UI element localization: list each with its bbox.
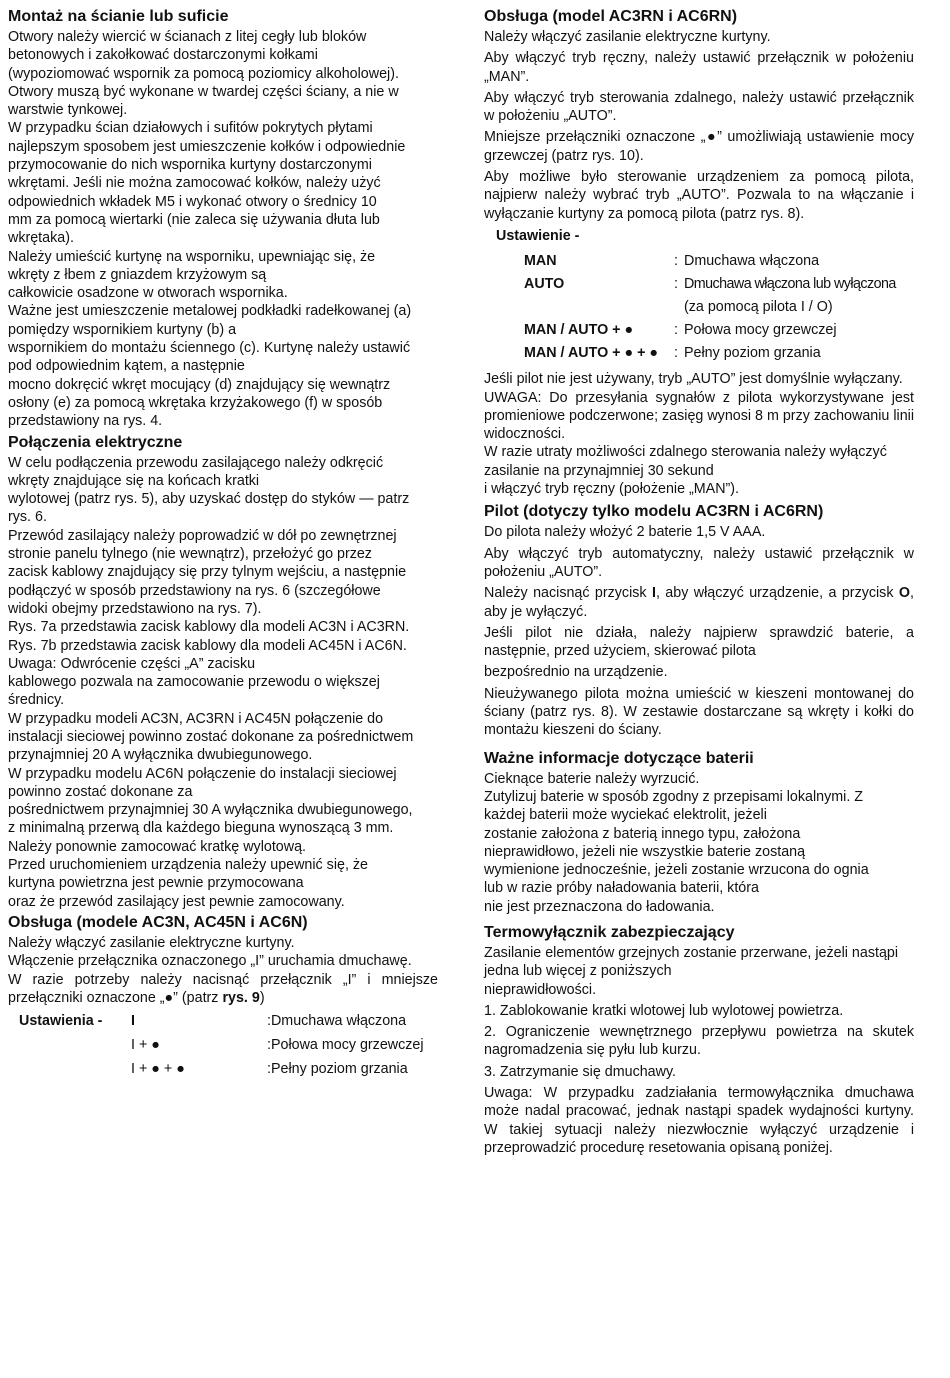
- text-line: osłony (e) za pomocą wkrętaka krzyżakowego (f) w sposób: [8, 394, 383, 411]
- text-line: każdej baterii może wyciekać elektrolit, jeżeli: [484, 807, 767, 824]
- text-line: oraz że przewód zasilający jest pewnie zamocowany.: [8, 893, 345, 910]
- text-line: Przewód zasilający należy poprowadzić w dół po zewnętrznej: [8, 527, 397, 544]
- text-line: W celu podłączenia przewodu zasilającego należy odkręcić: [8, 454, 384, 471]
- text-line: Cieknące baterie należy wyrzucić.: [484, 770, 700, 787]
- text-line: instalacji sieciowej powinno zostać dokonane za pośrednictwem: [8, 728, 414, 745]
- text-line: całkowicie osadzone w otworach wspornika.: [8, 285, 288, 302]
- text-line: pomiędzy wspornikiem kurtyny (b) a: [8, 321, 237, 338]
- operation-ac3n-text: [8, 934, 438, 1007]
- settings-label: Ustawienie -: [496, 227, 580, 244]
- setting-value: Dmuchawa włączona lub wyłączona: [684, 275, 896, 292]
- paragraph: Należy włączyć zasilanie elektryczne kurtyny.: [484, 29, 771, 45]
- setting-value: :Połowa mocy grzewczej: [267, 1037, 424, 1054]
- text-line: mm za pomocą wiertarki (nie zaleca się używania dłuta lub: [8, 211, 380, 228]
- separator: :: [674, 275, 678, 292]
- settings-row: [484, 249, 914, 272]
- paragraph: Aby możliwe było sterowanie urządzeniem za pomocą pilota, najpierw należy wybrać tryb „AUTO”. Pozwala to na włączanie i wyłączanie kurtyny za pomocą pilota (patrz rys. 8).: [484, 169, 914, 222]
- paragraph: W razie utraty możliwości zdalnego sterowania należy wyłączyć zasilanie na przynajmniej 30 sekund: [484, 444, 887, 479]
- text-line: (wypoziomować wspornik za pomocą poziomicy alkoholowej).: [8, 65, 399, 82]
- text-line: mocno dokręcić wkręt mocujący (d) znajdujący się wewnątrz: [8, 376, 391, 393]
- text-line: [8, 989, 438, 1007]
- section-title-operation-ac3rn: Obsługa (model AC3RN i AC6RN): [484, 8, 738, 25]
- settings-table-ac3rn: [484, 227, 914, 364]
- button-symbol: O: [898, 585, 911, 602]
- text-line: Ważne jest umieszczenie metalowej podkładki radełkowanej (a): [8, 303, 412, 320]
- text-line: pośrednictwem przynajmniej 30 A wyłącznika dwubiegunowego,: [8, 802, 413, 819]
- text-line: przedstawiony na rys. 4.: [8, 413, 163, 430]
- text-line: rys. 6.: [8, 509, 47, 526]
- mounting-text: [8, 28, 438, 431]
- text-line: widoki obejmy przedstawiono na rys. 7).: [8, 600, 262, 617]
- section-title-operation-ac3n: Obsługa (modele AC3N, AC45N i AC6N): [8, 913, 308, 931]
- text-line: odpowiednich wkładek M5 i wykonać otwory o średnicy 10: [8, 193, 377, 210]
- text-line: wymienione jednocześnie, jeżeli zostanie wrzucona do ognia: [484, 862, 869, 879]
- paragraph: i włączyć tryb ręczny (położenie „MAN”).: [484, 481, 740, 498]
- paragraph: [484, 584, 914, 621]
- text-line: Należy włączyć zasilanie elektryczne kurtyny.: [8, 934, 295, 951]
- text-line: W razie potrzeby należy nacisnąć przełącznik „I” i mniejsze: [8, 971, 438, 988]
- setting-value: :Dmuchawa włączona: [267, 1013, 407, 1030]
- text-span: , aby je wyłączyć.: [484, 585, 914, 620]
- setting-value: Połowa mocy grzewczej: [684, 321, 837, 338]
- figure-reference: rys. 9: [222, 989, 260, 1006]
- paragraph: bezpośrednio na urządzenie.: [484, 664, 668, 681]
- settings-table-ac3n: [8, 1012, 438, 1084]
- text-line: powinno zostać dokonane za: [8, 783, 193, 800]
- paragraph: Jeśli pilot nie jest używany, tryb „AUTO” jest domyślnie wyłączany.: [484, 371, 903, 388]
- setting-value: Pełny poziom grzania: [684, 344, 821, 361]
- text-line: Zutylizuj baterie w sposób zgodny z przepisami lokalnymi. Z: [484, 788, 864, 805]
- button-symbol: I: [651, 585, 656, 602]
- text-line: z minimalną przerwą dla każdego bieguna wynoszącą 3 mm.: [8, 820, 394, 837]
- setting-key: MAN / AUTO + ●: [524, 321, 634, 338]
- text-line: W przypadku ścian działowych i sufitów pokrytych płytami: [8, 120, 373, 137]
- text-line: nie jest przeznaczona do ładowania.: [484, 898, 715, 915]
- text-span: przełączniki oznaczone „●” (patrz: [8, 989, 223, 1006]
- text-line: warstwie tynkowej.: [8, 102, 128, 119]
- text-line: Uwaga: Odwrócenie części „A” zacisku: [8, 655, 256, 672]
- paragraph: Do pilota należy włożyć 2 baterie 1,5 V AAA.: [484, 524, 766, 541]
- text-line: Otwory muszą być wykonane w twardej części ściany, a nie w: [8, 83, 399, 100]
- setting-key: I: [131, 1013, 135, 1030]
- text-line: zostanie założona z baterią innego typu, założona: [484, 825, 801, 842]
- settings-row: [484, 295, 914, 318]
- settings-row: [484, 272, 914, 295]
- text-line: zacisk kablowy znajdujący się przy tylnym wejściu, a następnie: [8, 564, 407, 581]
- text-line: Rys. 7b przedstawia zacisk kablowy dla modeli AC45N i AC6N.: [8, 637, 407, 654]
- section-title-thermal-cutout: Termowyłącznik zabezpieczający: [484, 923, 735, 941]
- paragraph: Aby włączyć tryb sterowania zdalnego, należy ustawić przełącznik w położeniu „AUTO”.: [484, 89, 914, 125]
- text-span: ): [259, 989, 265, 1006]
- text-line: wspornikiem do montażu ściennego (c). Kurtynę należy ustawić: [8, 340, 411, 357]
- left-column: [8, 6, 438, 1084]
- settings-row: [484, 318, 914, 341]
- text-line: Włączenie przełącznika oznaczonego „I” uruchamia dmuchawę.: [8, 953, 412, 970]
- text-line: Należy umieścić kurtynę na wsporniku, upewniając się, że: [8, 248, 376, 265]
- paragraph: nieprawidłowości.: [484, 981, 597, 998]
- setting-key: MAN / AUTO + ● + ●: [524, 344, 659, 361]
- text-line: przynajmniej 20 A wyłącznika dwubiegunowego.: [8, 747, 313, 764]
- separator: :: [674, 252, 678, 269]
- batteries-text: [484, 770, 914, 916]
- setting-key: I + ●: [131, 1037, 160, 1054]
- text-line: kurtyna powietrzna jest pewnie przymocowana: [8, 875, 304, 892]
- paragraph: Zasilanie elementów grzejnych zostanie przerwane, jeżeli nastąpi jedna lub więcej z poniższych: [484, 944, 899, 980]
- paragraph: Nieużywanego pilota można umieścić w kieszeni montowanej do ściany (patrz rys. 8). W zestawie dostarczane są wkręty i kołki do montażu kieszeni do ściany.: [484, 685, 914, 739]
- paragraph: 3. Zatrzymanie się dmuchawy.: [484, 1063, 677, 1080]
- section-title-electrical: Połączenia elektryczne: [8, 433, 183, 451]
- text-line: Przed uruchomieniem urządzenia należy upewnić się, że: [8, 857, 368, 874]
- settings-label: Ustawienia -: [19, 1013, 103, 1030]
- section-title-remote: Pilot (dotyczy tylko modelu AC3RN i AC6RN): [484, 503, 824, 521]
- text-line: W przypadku modelu AC6N połączenie do instalacji sieciowej: [8, 765, 397, 782]
- paragraph: UWAGA: Do przesyłania sygnałów z pilota wykorzystywane jest promieniowe podczerwone; zasięg wynosi 8 m przy zachowaniu linii widoczności.: [484, 389, 914, 443]
- electrical-text: [8, 454, 438, 911]
- text-span: , aby włączyć urządzenie, a przycisk: [655, 585, 899, 602]
- setting-value: (za pomocą pilota I / O): [684, 298, 833, 315]
- section-title-mounting: Montaż na ścianie lub suficie: [8, 8, 229, 25]
- setting-value: Dmuchawa włączona: [684, 252, 820, 269]
- text-line: wylotowej (patrz rys. 5), aby uzyskać dostęp do styków — patrz: [8, 491, 410, 508]
- text-line: wkręty z łbem z gniazdem krzyżowym są: [8, 266, 267, 283]
- paragraph: Aby włączyć tryb ręczny, należy ustawić przełącznik w położeniu „MAN”.: [484, 50, 914, 85]
- text-line: Otwory należy wiercić w ścianach z litej cegły lub bloków: [8, 29, 367, 45]
- text-line: najlepszym sposobem jest umieszczenie kołków i odpowiednie: [8, 138, 406, 155]
- text-line: Rys. 7a przedstawia zacisk kablowy dla modeli AC3N i AC3RN.: [8, 619, 410, 636]
- paragraph: Uwaga: W przypadku zadziałania termowyłącznika dmuchawa może nadal pracować, jednak nastąpi spadek wydajności kurtyny. W takiej sytuacji należy niezwłocznie wyłączyć urządzenie i przeprowadzić procedurę resetowania opisaną poniżej.: [484, 1085, 914, 1156]
- text-line: Należy ponownie zamocować kratkę wylotową.: [8, 838, 306, 855]
- text-line: W przypadku modeli AC3N, AC3RN i AC45N połączenie do: [8, 710, 384, 727]
- paragraph: 1. Zablokowanie kratki wlotowej lub wylotowej powietrza.: [484, 1002, 844, 1019]
- text-line: wkrętaka).: [8, 230, 74, 247]
- text-line: przymocowanie do nich wspornika kurtyny dostarczonymi: [8, 157, 372, 174]
- text-line: podłączyć w sposób przedstawiony na rys. 6 (szczegółowe: [8, 582, 381, 599]
- setting-key: AUTO: [524, 275, 565, 292]
- text-line: wkręty znajdujące się na końcach kratki: [8, 472, 260, 489]
- text-line: pod odpowiednim kątem, a następnie: [8, 358, 245, 375]
- setting-value: :Pełny poziom grzania: [267, 1061, 408, 1078]
- text-line: wkrętami. Jeśli nie można zamocować kołków, należy użyć: [8, 175, 381, 192]
- text-line: stronie panelu tylnego (nie wewnątrz), przełożyć go przez: [8, 546, 372, 563]
- separator: :: [674, 344, 678, 361]
- paragraph: 2. Ograniczenie wewnętrznego przepływu powietrza na skutek nagromadzenia się pyłu lub kurzu.: [484, 1024, 914, 1059]
- text-line: kablowego pozwala na zamocowanie przewodu o większej: [8, 674, 380, 691]
- paragraph: Jeśli pilot nie działa, należy najpierw sprawdzić baterie, a następnie, przed użyciem, skierować pilota: [484, 624, 914, 660]
- paragraph: Aby włączyć tryb automatyczny, należy ustawić przełącznik w położeniu „AUTO”.: [484, 545, 914, 580]
- text-line: średnicy.: [8, 692, 65, 709]
- text-line: nieprawidłowo, jeżeli nie wszystkie baterie zostaną: [484, 843, 806, 860]
- paragraph: Mniejsze przełączniki oznaczone „●” umożliwiają ustawienie mocy grzewczej (patrz rys. 10).: [484, 129, 914, 164]
- separator: :: [674, 321, 678, 338]
- text-span: Należy nacisnąć przycisk: [484, 585, 652, 602]
- section-title-batteries: Ważne informacje dotyczące baterii: [484, 749, 754, 767]
- right-column: [484, 6, 914, 1160]
- text-line: lub w razie próby naładowania baterii, która: [484, 880, 759, 897]
- settings-row: [484, 341, 914, 364]
- text-line: betonowych i zakołkować dostarczonymi kołkami: [8, 47, 318, 64]
- setting-key: I + ● + ●: [131, 1061, 185, 1078]
- remote-notes: [484, 370, 914, 498]
- setting-key: MAN: [524, 252, 557, 269]
